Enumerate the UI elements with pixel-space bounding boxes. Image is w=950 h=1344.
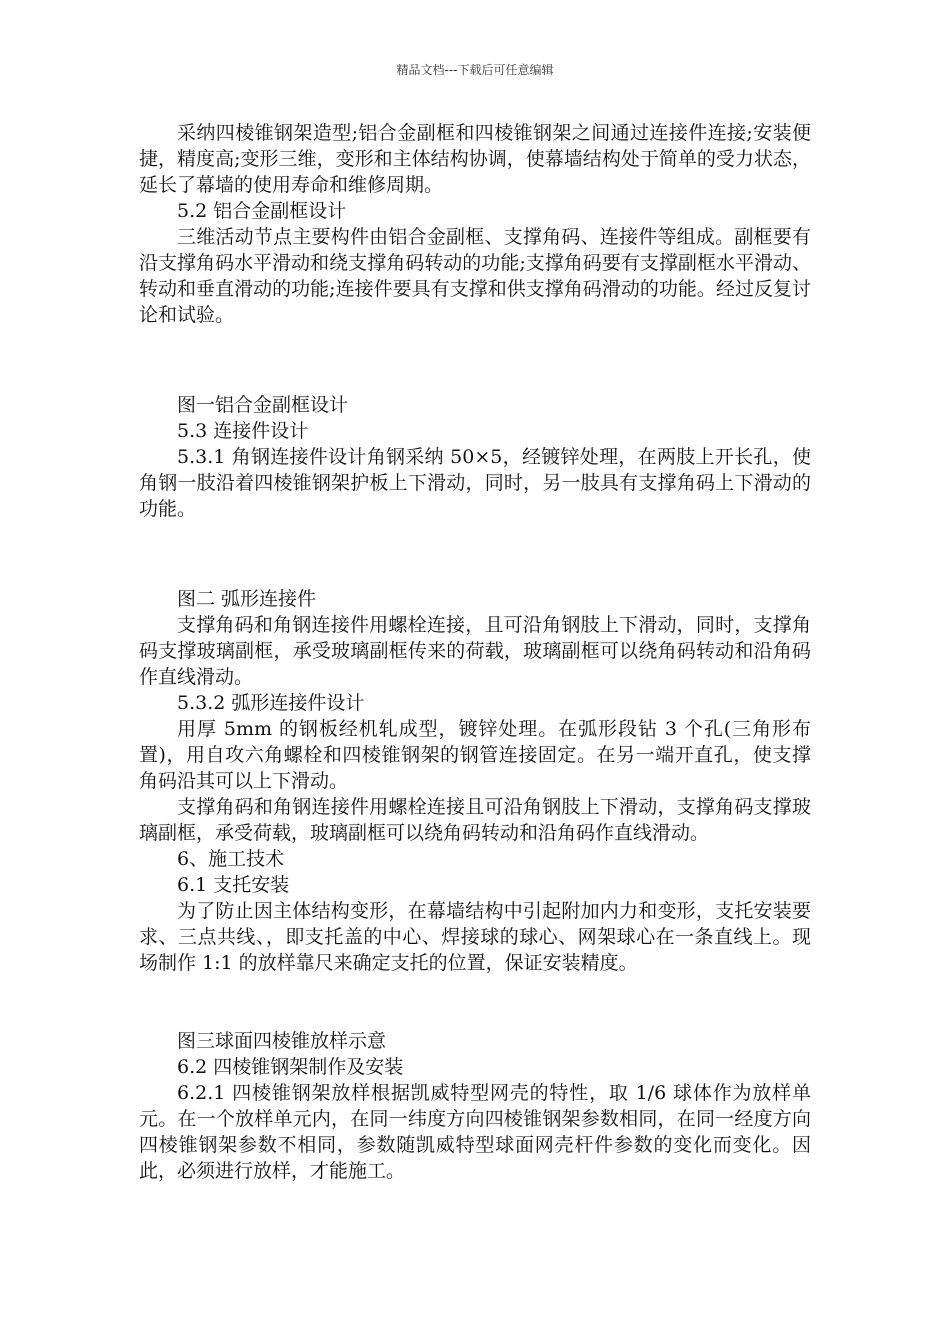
paragraph-5-3-1: 5.3.1 角钢连接件设计角钢采纳 50×5，经镀锌处理，在两肢上开长孔，使角钢一肢沿着四棱锥钢架护板上下滑动，同时，另一肢具有支撑角码上下滑动的功能。: [139, 446, 811, 520]
section-heading-6-2: 6.2 四棱锥钢架制作及安装: [177, 1056, 404, 1078]
section-heading-5-2: 5.2 铝合金副框设计: [177, 200, 347, 222]
figure-caption-2: 图二 弧形连接件: [177, 588, 317, 610]
paragraph-support-angle: 支撑角码和角钢连接件用螺栓连接，且可沿角钢肢上下滑动，同时，支撑角码支撑玻璃副框，承受玻璃副框传来的荷载，玻璃副框可以绕角码转动和沿角码作直线滑动。: [139, 614, 811, 688]
figure-placeholder-2: [139, 522, 811, 586]
section-heading-6: 6、施工技术: [177, 848, 285, 870]
figure-caption-3: 图三球面四棱锥放样示意: [177, 1030, 387, 1052]
figure-placeholder-3: [139, 976, 811, 1028]
paragraph-5-2: 三维活动节点主要构件由铝合金副框、支撑角码、连接件等组成。副框要有沿支撑角码水平滑动和绕支撑角码转动的功能;支撑角码要有支撑副框水平滑动、转动和垂直滑动的功能;连接件要具有支撑和供支撑角码滑动的功能。经过反复讨论和试验。: [139, 226, 811, 326]
paragraph-6-2-1: 6.2.1 四棱锥钢架放样根据凯威特型网壳的特性，取 1/6 球体作为放样单元。在一个放样单元内，在同一纬度方向四棱锥钢架参数相同，在同一经度方向四棱锥钢架参数不相同，参数随凯威特型球面网壳杆件参数的变化而变化。因此，必须进行放样，才能施工。: [139, 1082, 811, 1182]
figure-placeholder-1: [139, 328, 811, 392]
paragraph-6-1: 为了防止因主体结构变形，在幕墙结构中引起附加内力和变形，支托安装要求、三点共线、，即支托盖的中心、焊接球的球心、网架球心在一条直线上。现场制作 1:1 的放样靠尺来确定支托的位置，保证安装精度。: [139, 900, 811, 974]
section-heading-5-3: 5.3 连接件设计: [177, 420, 309, 442]
paragraph-intro: 采纳四棱锥钢架造型;铝合金副框和四棱锥钢架之间通过连接件连接;安装便捷，精度高;变形三维，变形和主体结构协调，使幕墙结构处于简单的受力状态，延长了幕墙的使用寿命和维修周期。: [139, 122, 811, 196]
paragraph-support-angle-2: 支撑角码和角钢连接件用螺栓连接且可沿角钢肢上下滑动，支撑角码支撑玻璃副框，承受荷载，玻璃副框可以绕角码转动和沿角码作直线滑动。: [139, 796, 811, 844]
section-heading-5-3-2: 5.3.2 弧形连接件设计: [177, 692, 365, 714]
figure-caption-1: 图一铝合金副框设计: [177, 394, 349, 416]
paragraph-5-3-2: 用厚 5mm 的钢板经机轧成型，镀锌处理。在弧形段钻 3 个孔(三角形布置)，用自攻六角螺栓和四棱锥钢架的钢管连接固定。在另一端开直孔，使支撑角码沿其可以上下滑动。: [139, 718, 811, 792]
document-body: [139, 120, 811, 1184]
page-header: 精品文档---下载后可任意编辑: [396, 63, 554, 77]
section-heading-6-1: 6.1 支托安装: [177, 874, 290, 896]
